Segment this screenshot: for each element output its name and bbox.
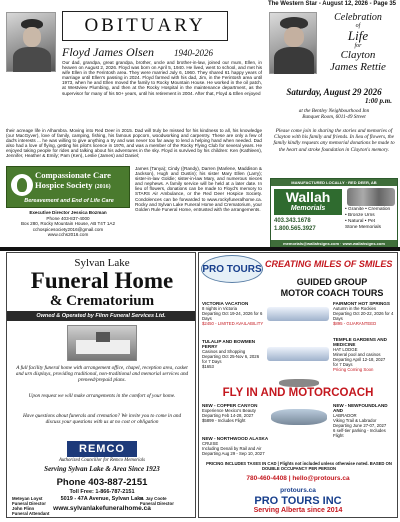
obituary-years: 1940-2026: [173, 48, 213, 58]
wallah-service: • Bronze Urns: [345, 213, 375, 218]
bus-image: [267, 347, 329, 361]
hospice-email[interactable]: cchospicesociety2016@gmail.com: [32, 226, 104, 232]
bus-image: [267, 307, 329, 321]
wallah-phone-1: 403.343.1678: [274, 218, 311, 224]
tour-line: Departing Aug 29 - Sep 10, 2027: [202, 451, 265, 456]
tour-item: [202, 339, 264, 369]
celebration-venue-2: Banquet Room, 6011-49 Street: [302, 114, 366, 121]
sylvan-line-3: & Crematorium: [49, 293, 155, 309]
tour-name: NEW - NEWFOUNDLAND AND: [333, 403, 388, 413]
obituary-body-3: James (Tanya); Cindy ((Randy), Darren (Marlene, Maddison & Jackson), Hugh and Dustin); his sister Mary Ellen (Larry); sister-in-law Goldie; sister-in-law Mary, and numerous nieces and nephews. A family service will be held at a later date. In lieu of flowers, donations can be made to Floyd's memory to STARS Air Ambulance, or the Red Deer Hospice Society. Condolences can be forwarded to www.rockyfuneralhome.ca. Rocky and Sylvan Lake Funeral Home and Crematorium, your Golden Rule Funeral Home, entrusted with the arrangements.: [135, 166, 262, 212]
staff-name: John Flinn: [12, 506, 35, 511]
wallah-service: • Natural • Pet: [345, 219, 376, 224]
tour-line: Viking Trail & Labrador: [333, 418, 377, 423]
hospice-year: (2016): [94, 184, 111, 190]
hospice-web[interactable]: www.cchs2016.com: [47, 232, 89, 238]
celebration-photo: [269, 12, 317, 74]
tours-guided: GUIDED GROUP: [296, 277, 368, 287]
obituary-name-text: Floyd James Olsen: [62, 45, 154, 59]
tour-line: Departing Oct 19-24, 2026 for 6 Days: [202, 311, 263, 321]
staff-title: Funeral Director: [12, 501, 46, 506]
celebration-life: Life: [347, 28, 369, 43]
sylvan-staff-left: [12, 496, 49, 516]
hospice-ad: [6, 166, 130, 208]
wallah-logo: [274, 189, 342, 215]
obituary-name: [62, 45, 262, 60]
celebration-last-name: James Rettie: [330, 61, 386, 73]
plane-photo: [271, 409, 327, 425]
tour-line: Departing Oct 25-Nov 6, 2026: [202, 354, 260, 359]
hospice-tagline: Bereavement and End of Life Care: [24, 198, 114, 204]
celebration-note: Please come join in sharing the stories and memories of Clayton with his family and friends. In lieu of flowers, the family kindly requests any memorial donations be made to the heart and stroke foundation in Clayton's memory.: [273, 128, 395, 153]
sylvan-line-2: Funeral Home: [30, 268, 174, 293]
tour-line: Pricing Coming Soon: [333, 367, 374, 372]
celebration-of: of: [355, 23, 361, 29]
tour-item: [202, 301, 264, 326]
tours-serving: Serving Alberta since 2014: [253, 507, 343, 514]
wallah-phone-2: 1.800.565.3927: [274, 226, 316, 232]
tour-line: Autumn in the Rockies: [333, 306, 376, 311]
wallah-name: Wallah: [285, 189, 331, 205]
tour-line: 8 nights in Victoria: [202, 306, 238, 311]
tour-line: CRUISE: [202, 441, 219, 446]
hospice-name: [35, 170, 129, 192]
sylvan-serving: Serving Sylvan Lake & Area Since 1923: [44, 465, 160, 473]
tours-company: PRO TOURS INC: [254, 495, 342, 507]
tour-name: VICTORIA VACATION: [202, 301, 249, 306]
sylvan-paragraph-2: Upon request we will make arrangements in the comfort of your home.: [28, 393, 176, 399]
tour-line: $5899 - Includes Flight: [202, 418, 246, 423]
sylvan-phone: Phone 403-887-2151: [56, 477, 148, 488]
tours-motor: MOTOR COACH TOURS: [280, 288, 384, 298]
tour-name: TULALIP AND BOWMEN FERRY: [202, 339, 256, 349]
headstones-image: [347, 188, 395, 206]
wallah-memorials-ad: [270, 178, 398, 248]
tour-line: Experience Mexico's Beauty: [202, 408, 256, 413]
staff-title: Funeral Attendant: [12, 511, 50, 516]
obituary-title: OBITUARY: [62, 11, 228, 41]
pro-tours-ad: [198, 252, 398, 518]
sylvan-owned-bar: Owned & Operated by Flinn Funeral Services Ltd.: [7, 311, 195, 321]
celebration-date: [270, 87, 398, 105]
page-header: The Western Star - August 12, 2026 - Page 35: [267, 1, 396, 7]
tours-contact[interactable]: 780-460-4408 | hello@protours.ca: [246, 475, 350, 482]
celebration-for: for: [354, 43, 362, 49]
sylvan-paragraph-3: Have questions about funerals and cremation? We invite you to come in and discuss your questions with us at no cost or obligation: [22, 413, 182, 425]
staff-name: H. Jay Coote: [140, 496, 167, 501]
tours-website[interactable]: protours.ca: [280, 487, 316, 494]
hospice-director: Executive Director Jessica Bozman: [29, 210, 107, 215]
wallah-bottom-band: memorials@wallahsigns.com · www.wallahsigns.com: [271, 240, 397, 247]
tours-creating: CREATING MILES OF SMILES: [265, 259, 393, 269]
wallah-services: [345, 207, 390, 231]
celebration-venue: [270, 108, 398, 120]
sylvan-line-1: Sylvan Lake: [74, 257, 130, 269]
sylvan-tollfree: Toll Free: 1-866-787-2151: [69, 489, 135, 495]
building-photo: [67, 325, 137, 361]
sylvan-authorized: Authorized Councillor for Remco Memorials: [58, 458, 146, 463]
section-divider: [0, 247, 400, 251]
celebration-heading: [319, 12, 397, 88]
tour-line: HAT LODGE: [333, 347, 358, 352]
staff-title: Funeral Director: [140, 501, 174, 506]
sylvan-url[interactable]: www.sylvanlakefuneralhome.ca: [53, 505, 151, 512]
tour-line: LABRADOR: [333, 413, 357, 418]
tour-name: NEW - COPPER CANYON: [202, 403, 258, 408]
pro-tours-badge: PRO TOURS: [201, 255, 263, 283]
celebration-date-text: Saturday, August 29 2026: [286, 87, 382, 97]
wallah-sub: Memorials: [290, 205, 326, 212]
tour-line: for 7 Days: [202, 359, 222, 364]
tour-item: [202, 436, 322, 456]
obituary-photo: [6, 12, 56, 72]
sylvan-address: 5019 - 47A Avenue, Sylvan Lake: [60, 496, 144, 502]
tour-line: for 7 Days: [333, 362, 353, 367]
tour-name: NEW - NORTHWOOD ALASKA: [202, 436, 269, 441]
plane-image: [279, 379, 319, 387]
tour-line: $1653: [202, 364, 214, 369]
celebration-venue-1: at the Bentley Neighbourhood Inn: [298, 108, 370, 114]
tour-item: [333, 403, 395, 438]
obituary-body-1: Our dad, grandpa, great grandpa, brother, uncle and brother-in-law, joined our mum, Ellen, in heaven on August 2, 2026. Floyd was born on April 5, 1940. He lived, went to school, and met his wife Ellen in the Ferintosh area. They were married July 6, 1960. They shared 61 happy years of marriage until Ellen's passing in 2024. Floyd farmed with his dad, Jim, in the Ferintosh area until 1973, when he and Ellen moved the family to Rocky Mountain House. He worked in the oil patch, at Westview Plumbing, and then at the Rocky Hospital in the maintenance department, as the supervisor for many of his 50+ years, until his retirement in 2004. After that, Floyd & Ellen enjoyed: [62, 60, 262, 96]
wallah-top-band: MANUFACTURED LOCALLY · RED DEER, AB: [271, 179, 397, 186]
hospice-info: [6, 210, 130, 238]
tour-line: Departing June 27-07, 2027: [333, 423, 387, 428]
tour-line: Casinos and Shopping: [202, 349, 246, 354]
sylvan-paragraph-1: A full facility funeral home with arrangement office, chapel, reception area, casket and urn displays, providing traditional, non-traditional and memorial services and preneed/prepaid plans.: [15, 365, 189, 383]
tour-line: Mineral pool and casinos: [333, 352, 381, 357]
celebration-title: Celebration: [334, 12, 382, 23]
sylvan-staff-right: [140, 496, 174, 506]
remco-logo: REMCO: [67, 441, 137, 457]
sylvan-lake-funeral-home-ad: [6, 252, 196, 518]
hospice-name-text: Compassionate Care Hospice Society: [35, 170, 111, 190]
tour-line: Departing April 12-18, 2027: [333, 357, 386, 362]
staff-name: Meteyan Loyst: [12, 496, 43, 501]
tour-line: Departing Oct 20-22, 2026 for 4 Days: [333, 311, 394, 321]
hospice-address: Box 280, Rocky Mountain House, AB T4T 1A2: [20, 221, 116, 227]
tour-line: Including Denali by Rail and Air: [202, 446, 262, 451]
tour-name: TEMPLE GARDENS AND MEDICINE: [333, 337, 387, 347]
tours-fly: FLY IN AND MOTORCOACH: [222, 387, 374, 399]
tour-item: [333, 301, 395, 326]
hospice-logo-icon: [11, 174, 33, 196]
tour-name: FAIRMONT HOT SPRINGS: [333, 301, 390, 306]
tour-line: 6 self-tier parking - Includes Flight: [333, 428, 386, 438]
tour-line: $895 - GUARANTEED: [333, 321, 377, 326]
hospice-phone: Phone 403-837-4000: [46, 215, 90, 221]
wallah-service: • Granite • Cremation: [345, 207, 391, 212]
tour-item: [202, 403, 264, 423]
tour-line: Departing Feb 14-28, 2027: [202, 413, 254, 418]
celebration-time: 1:00 p.m.: [364, 97, 392, 105]
wallah-service: Stone Memorials: [345, 225, 381, 230]
obituary-body-2: their acreage life in Alhambra. Moving into Red Deer in 2015. Dad will truly be missed for his kindness to all, his knowledge (our MacGyver), love of family, camping, fishing, his famous popcorn, woodworking and carpentry. These are only a few of dad's interests ... he was willing to give anything a try and was never too far away to lend a helping hand when needed. Dad also had a love of flying, getting his pilot's licence in 1976, and was a member of the Rocky Flying Club for several years. He enjoyed taking people for rides and talking about his adventures in the sky. Floyd is survived by his children: Ken (Kathleen), Jennifer, Heather & Emily; Pam (Ken), Leslie (James) and Daniel;: [6, 128, 262, 166]
celebration-first-name: Clayton: [340, 49, 376, 61]
tour-item: [333, 337, 395, 372]
tour-line: $2450 - LIMITED AVAILABILITY: [202, 321, 264, 326]
tours-fine-print: PRICING INCLUDES TAXES IN CAD | Flights not included unless otherwise noted. BASED ON DOUBLE OCCUPANCY PER PERSON: [206, 461, 392, 471]
